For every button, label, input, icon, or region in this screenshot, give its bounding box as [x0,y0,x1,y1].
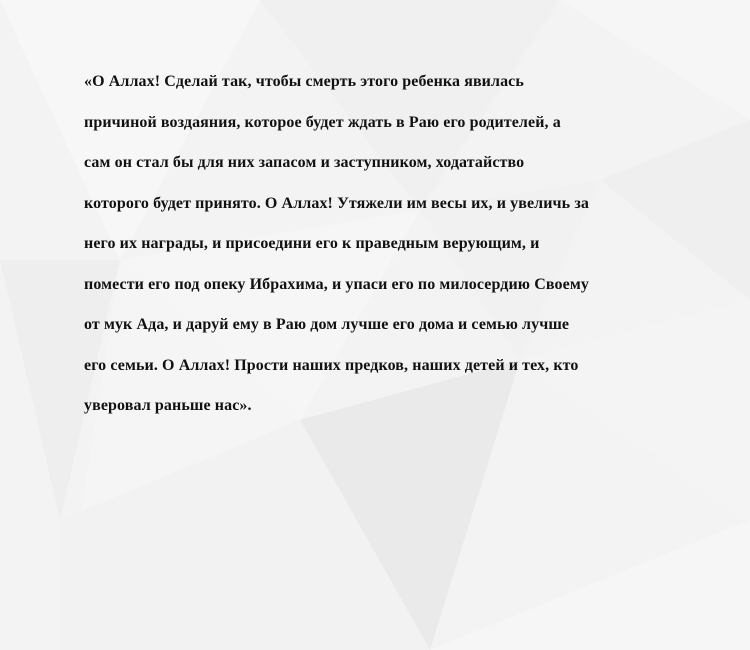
text-line: от мук Ада, и даруй ему в Раю дом лучше его дома и семью лучше [84,316,570,333]
text-line: «О Аллах! Сделай так, чтобы смерть этого ребенка явилась [84,73,524,90]
text-line: сам он стал бы для них запасом и заступником, ходатайство [84,154,525,171]
text-line: причиной воздаяния, которое будет ждать в Раю его родителей, а [84,113,561,131]
text-line: которого будет принято. О Аллах! Утяжели им весы их, и увеличь за [84,194,589,212]
text-line: уверовал раньше нас». [84,397,252,414]
text-line: помести его под опеку Ибрахима, и упаси его по милосердию Своему [84,275,589,293]
text-line: его семьи. О Аллах! Прости наших предков, наших детей и тех, кто [84,356,579,374]
dua-text [84,62,664,427]
text-line: него их награды, и присоедини его к праведным верующим, и [84,235,540,252]
